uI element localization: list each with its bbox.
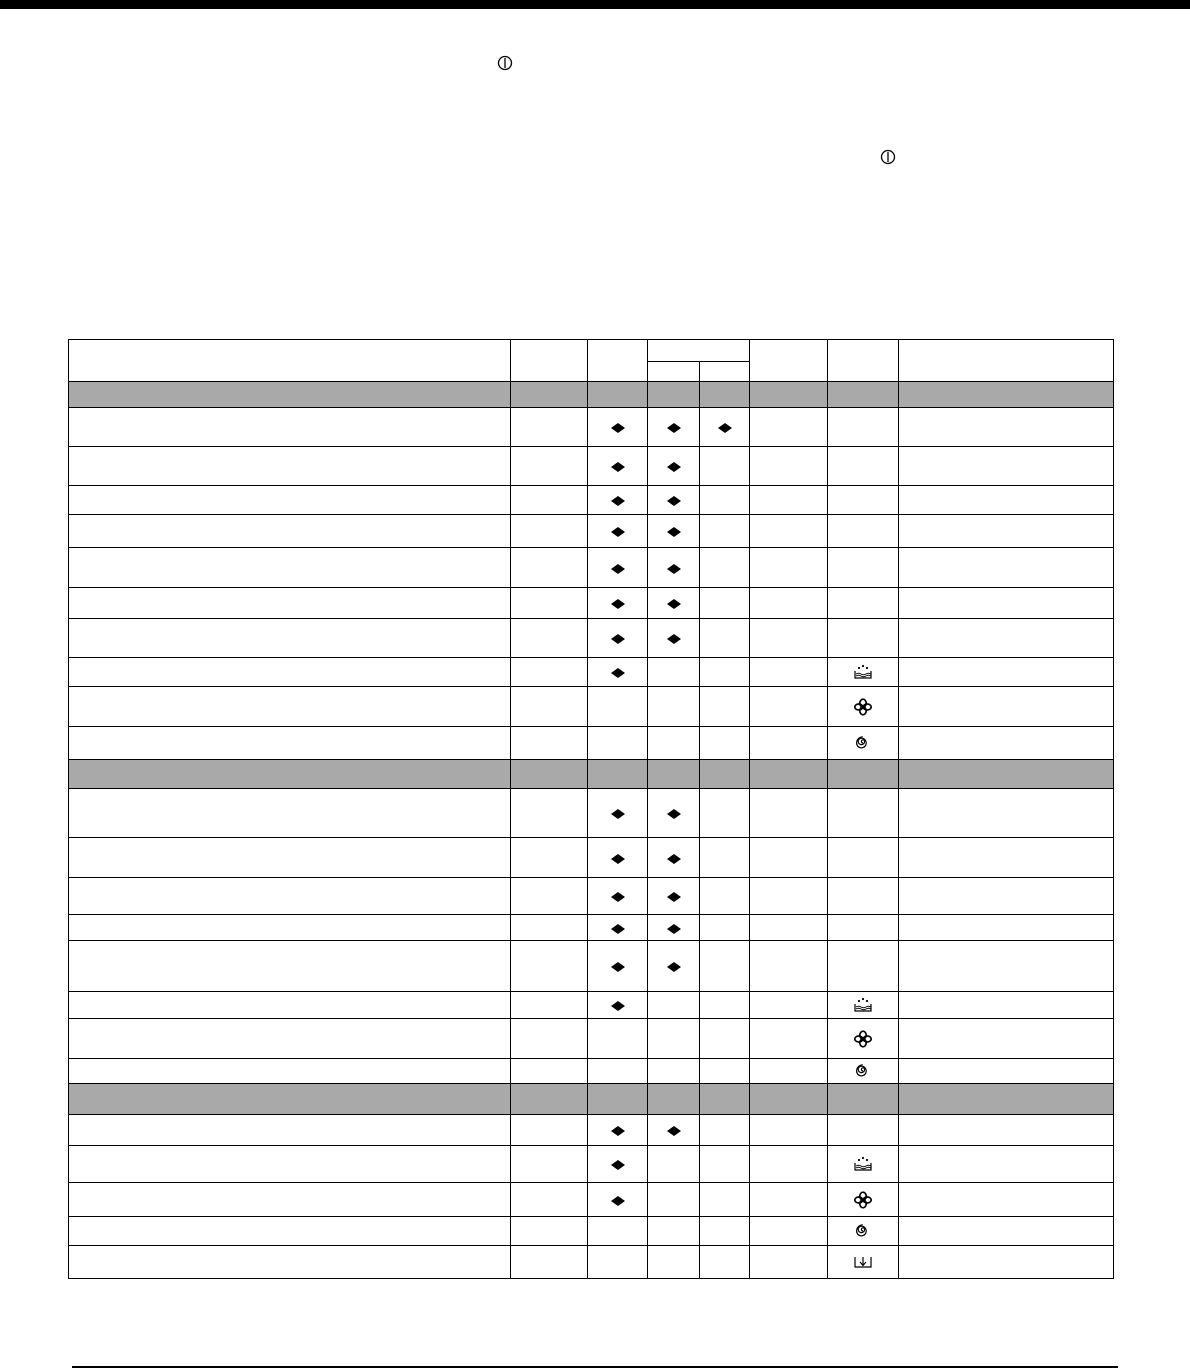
table-cell xyxy=(750,789,828,838)
table-cell xyxy=(588,687,648,727)
table-cell xyxy=(899,1115,1114,1146)
table-cell xyxy=(648,1183,700,1217)
table-cell xyxy=(69,588,511,619)
table-cell xyxy=(828,1183,899,1217)
table-cell xyxy=(750,1183,828,1217)
table-cell xyxy=(700,408,750,447)
header-cell xyxy=(69,340,511,382)
table-cell xyxy=(511,382,588,408)
table-cell xyxy=(750,1059,828,1084)
table-cell xyxy=(750,1084,828,1115)
header-cell xyxy=(828,340,899,382)
table-cell xyxy=(511,588,588,619)
table-cell xyxy=(828,878,899,915)
table-cell xyxy=(828,408,899,447)
table-cell xyxy=(899,408,1114,447)
table-cell xyxy=(511,1246,588,1279)
table-cell xyxy=(750,1115,828,1146)
table-cell xyxy=(828,1084,899,1115)
table-cell xyxy=(828,1019,899,1059)
table-cell xyxy=(700,486,750,515)
table-cell xyxy=(899,382,1114,408)
table-cell xyxy=(700,1115,750,1146)
table-cell xyxy=(648,1115,700,1146)
table-cell xyxy=(700,588,750,619)
table-cell xyxy=(69,1146,511,1183)
table-cell xyxy=(588,619,648,658)
table-cell xyxy=(750,727,828,760)
diamond-marker-icon xyxy=(667,564,681,574)
table-cell xyxy=(588,992,648,1019)
table-cell xyxy=(511,1019,588,1059)
diamond-marker-icon xyxy=(611,962,625,972)
table-cell xyxy=(648,1246,700,1279)
table-cell xyxy=(588,382,648,408)
table-cell xyxy=(828,1246,899,1279)
table-row xyxy=(69,619,1114,658)
table-cell xyxy=(648,408,700,447)
diamond-marker-icon xyxy=(667,527,681,537)
bottom-rule xyxy=(72,1366,1118,1368)
table-cell xyxy=(69,1115,511,1146)
header-subcell xyxy=(648,362,700,382)
table-cell xyxy=(511,727,588,760)
table-cell xyxy=(69,1059,511,1084)
diamond-marker-icon xyxy=(667,634,681,644)
table-row xyxy=(69,1246,1114,1279)
table-cell xyxy=(750,915,828,941)
table-cell xyxy=(828,486,899,515)
table-cell xyxy=(511,486,588,515)
table-cell xyxy=(899,838,1114,878)
table-cell xyxy=(700,1146,750,1183)
table-row xyxy=(69,1059,1114,1084)
table-cell xyxy=(511,658,588,687)
table-cell xyxy=(69,1217,511,1246)
table-cell xyxy=(588,1183,648,1217)
diamond-marker-icon xyxy=(611,599,625,609)
table-cell xyxy=(700,1019,750,1059)
program-table xyxy=(68,339,1114,1279)
diamond-marker-icon xyxy=(611,854,625,864)
table-cell xyxy=(899,515,1114,548)
table-cell xyxy=(700,619,750,658)
diamond-marker-icon xyxy=(611,496,625,506)
table-cell xyxy=(899,789,1114,838)
diamond-marker-icon xyxy=(667,962,681,972)
table-cell xyxy=(828,1146,899,1183)
table-cell xyxy=(69,515,511,548)
table-cell xyxy=(69,760,511,789)
table-cell xyxy=(648,548,700,588)
rinse-icon xyxy=(852,1155,874,1173)
table-cell xyxy=(588,789,648,838)
drain-icon xyxy=(852,1253,874,1271)
table-cell xyxy=(69,447,511,486)
table-cell xyxy=(828,760,899,789)
table-cell xyxy=(69,548,511,588)
table-cell xyxy=(750,382,828,408)
table-cell xyxy=(700,1084,750,1115)
table-row xyxy=(69,515,1114,548)
table-cell xyxy=(899,588,1114,619)
table-cell xyxy=(588,408,648,447)
table-cell xyxy=(828,992,899,1019)
table-cell xyxy=(750,1217,828,1246)
table-cell xyxy=(750,588,828,619)
table-cell xyxy=(899,447,1114,486)
fan-icon xyxy=(852,698,874,716)
power-icon xyxy=(880,149,896,165)
table-cell xyxy=(648,1019,700,1059)
diamond-marker-icon xyxy=(667,496,681,506)
table-cell xyxy=(700,515,750,548)
diamond-marker-icon xyxy=(611,634,625,644)
table-row xyxy=(69,878,1114,915)
table-cell xyxy=(69,382,511,408)
table-cell xyxy=(700,548,750,588)
diamond-marker-icon xyxy=(611,462,625,472)
diamond-marker-icon xyxy=(611,892,625,902)
table-row xyxy=(69,1146,1114,1183)
table-row xyxy=(69,1217,1114,1246)
table-cell xyxy=(899,1019,1114,1059)
table-row xyxy=(69,1183,1114,1217)
table-cell xyxy=(828,789,899,838)
table-body xyxy=(69,340,1114,1279)
table-cell xyxy=(511,915,588,941)
diamond-marker-icon xyxy=(667,892,681,902)
header-cell xyxy=(750,340,828,382)
table-cell xyxy=(828,1059,899,1084)
table-cell xyxy=(899,1246,1114,1279)
table-cell xyxy=(511,1115,588,1146)
table-cell xyxy=(750,658,828,687)
diamond-marker-icon xyxy=(611,1160,625,1170)
header-row xyxy=(69,340,1114,362)
table-cell xyxy=(69,992,511,1019)
table-row xyxy=(69,1115,1114,1146)
table-row xyxy=(69,838,1114,878)
table-cell xyxy=(700,915,750,941)
diamond-marker-icon xyxy=(611,1126,625,1136)
table-cell xyxy=(511,687,588,727)
table-cell xyxy=(700,1059,750,1084)
table-cell xyxy=(700,658,750,687)
table-cell xyxy=(648,687,700,727)
table-cell xyxy=(828,727,899,760)
table-cell xyxy=(899,687,1114,727)
table-cell xyxy=(700,789,750,838)
section-header-row xyxy=(69,1084,1114,1115)
table-cell xyxy=(69,687,511,727)
table-cell xyxy=(700,687,750,727)
table-cell xyxy=(511,515,588,548)
table-cell xyxy=(750,1246,828,1279)
table-cell xyxy=(899,941,1114,992)
table-cell xyxy=(648,486,700,515)
diamond-marker-icon xyxy=(667,423,681,433)
table-cell xyxy=(828,915,899,941)
diamond-marker-icon xyxy=(667,809,681,819)
diamond-marker-icon xyxy=(667,854,681,864)
header-cell xyxy=(648,340,750,362)
table-cell xyxy=(750,1019,828,1059)
table-cell xyxy=(828,687,899,727)
table-cell xyxy=(899,486,1114,515)
table-cell xyxy=(899,1146,1114,1183)
table-cell xyxy=(899,1183,1114,1217)
table-cell xyxy=(700,760,750,789)
table-row xyxy=(69,941,1114,992)
table-cell xyxy=(69,838,511,878)
table-cell xyxy=(700,1246,750,1279)
table-cell xyxy=(511,760,588,789)
table-cell xyxy=(899,915,1114,941)
table-cell xyxy=(648,915,700,941)
table-cell xyxy=(828,588,899,619)
table-cell xyxy=(899,727,1114,760)
table-cell xyxy=(511,838,588,878)
table-cell xyxy=(648,447,700,486)
table-cell xyxy=(828,1217,899,1246)
table-cell xyxy=(700,447,750,486)
diamond-marker-icon xyxy=(667,1126,681,1136)
table-cell xyxy=(69,1019,511,1059)
table-cell xyxy=(899,1217,1114,1246)
table-row xyxy=(69,789,1114,838)
table-cell xyxy=(648,878,700,915)
table-cell xyxy=(648,1059,700,1084)
diamond-marker-icon xyxy=(611,924,625,934)
table-cell xyxy=(588,878,648,915)
table-cell xyxy=(588,915,648,941)
diamond-marker-icon xyxy=(611,564,625,574)
rinse-icon xyxy=(852,663,874,681)
table-cell xyxy=(588,1019,648,1059)
table-cell xyxy=(828,548,899,588)
table-row xyxy=(69,915,1114,941)
table-cell xyxy=(648,1084,700,1115)
diamond-marker-icon xyxy=(611,809,625,819)
table-cell xyxy=(69,1246,511,1279)
table-cell xyxy=(750,760,828,789)
table-cell xyxy=(511,548,588,588)
table-cell xyxy=(750,447,828,486)
table-row xyxy=(69,727,1114,760)
table-cell xyxy=(828,515,899,548)
diamond-marker-icon xyxy=(667,599,681,609)
table-cell xyxy=(69,619,511,658)
table-cell xyxy=(750,486,828,515)
table-row xyxy=(69,447,1114,486)
table-cell xyxy=(750,941,828,992)
table-cell xyxy=(750,408,828,447)
table-cell xyxy=(648,382,700,408)
table-cell xyxy=(828,1115,899,1146)
table-cell xyxy=(588,1246,648,1279)
spin-icon xyxy=(852,1062,874,1080)
table-cell xyxy=(700,941,750,992)
section-header-row xyxy=(69,382,1114,408)
table-cell xyxy=(828,838,899,878)
table-cell xyxy=(700,992,750,1019)
table-cell xyxy=(648,992,700,1019)
header-cell xyxy=(511,340,588,382)
diamond-marker-icon xyxy=(611,1196,625,1206)
table-cell xyxy=(750,687,828,727)
table-row xyxy=(69,687,1114,727)
header-cell xyxy=(588,340,648,382)
table-cell xyxy=(648,1146,700,1183)
table-cell xyxy=(588,760,648,789)
table-cell xyxy=(700,838,750,878)
table-cell xyxy=(588,486,648,515)
table-cell xyxy=(69,789,511,838)
table-cell xyxy=(648,789,700,838)
table-cell xyxy=(69,1183,511,1217)
table-cell xyxy=(511,1059,588,1084)
table-cell xyxy=(648,658,700,687)
table-cell xyxy=(511,1183,588,1217)
table-cell xyxy=(511,619,588,658)
diamond-marker-icon xyxy=(667,924,681,934)
table-cell xyxy=(511,1084,588,1115)
table-cell xyxy=(828,941,899,992)
table-cell xyxy=(588,548,648,588)
table-cell xyxy=(750,878,828,915)
header-cell xyxy=(899,340,1114,382)
table-cell xyxy=(648,515,700,548)
table-row xyxy=(69,588,1114,619)
table-row xyxy=(69,992,1114,1019)
fan-icon xyxy=(852,1030,874,1048)
table-cell xyxy=(700,382,750,408)
table-cell xyxy=(69,658,511,687)
table-cell xyxy=(899,760,1114,789)
table-cell xyxy=(828,447,899,486)
header-subcell xyxy=(700,362,750,382)
power-icon xyxy=(497,55,513,71)
table-cell xyxy=(750,1146,828,1183)
table-cell xyxy=(69,727,511,760)
table-cell xyxy=(750,548,828,588)
top-bar xyxy=(0,0,1190,9)
table-cell xyxy=(511,789,588,838)
table-row xyxy=(69,548,1114,588)
table-cell xyxy=(588,447,648,486)
table-cell xyxy=(588,588,648,619)
table-cell xyxy=(588,727,648,760)
table-cell xyxy=(648,588,700,619)
table-cell xyxy=(750,838,828,878)
table-cell xyxy=(69,408,511,447)
section-header-row xyxy=(69,760,1114,789)
spin-icon xyxy=(852,734,874,752)
table-cell xyxy=(899,1059,1114,1084)
table-cell xyxy=(899,992,1114,1019)
table-cell xyxy=(511,878,588,915)
table-cell xyxy=(899,878,1114,915)
table-cell xyxy=(700,1183,750,1217)
table-cell xyxy=(648,1217,700,1246)
table-cell xyxy=(700,1217,750,1246)
table-cell xyxy=(511,992,588,1019)
table-cell xyxy=(588,515,648,548)
table-cell xyxy=(511,941,588,992)
table-cell xyxy=(69,486,511,515)
table-cell xyxy=(69,915,511,941)
table-row xyxy=(69,408,1114,447)
table-cell xyxy=(588,1084,648,1115)
table-cell xyxy=(511,447,588,486)
table-cell xyxy=(899,548,1114,588)
table-cell xyxy=(588,1115,648,1146)
diamond-marker-icon xyxy=(611,668,625,678)
spin-icon xyxy=(852,1222,874,1240)
table-cell xyxy=(899,619,1114,658)
table-cell xyxy=(700,878,750,915)
table-cell xyxy=(588,838,648,878)
table-cell xyxy=(899,1084,1114,1115)
table-cell xyxy=(511,1217,588,1246)
table-cell xyxy=(588,1217,648,1246)
table-cell xyxy=(750,515,828,548)
table-cell xyxy=(511,408,588,447)
diamond-marker-icon xyxy=(611,1001,625,1011)
table-cell xyxy=(648,941,700,992)
table-cell xyxy=(511,1146,588,1183)
table-cell xyxy=(828,619,899,658)
table-cell xyxy=(828,658,899,687)
diamond-marker-icon xyxy=(611,423,625,433)
diamond-marker-icon xyxy=(611,527,625,537)
table-cell xyxy=(750,992,828,1019)
table-cell xyxy=(648,727,700,760)
diamond-marker-icon xyxy=(667,462,681,472)
table-row xyxy=(69,658,1114,687)
table-cell xyxy=(588,1146,648,1183)
diamond-marker-icon xyxy=(718,423,732,433)
table-cell xyxy=(648,838,700,878)
table-cell xyxy=(899,658,1114,687)
table-cell xyxy=(69,1084,511,1115)
table-cell xyxy=(828,382,899,408)
table-cell xyxy=(69,878,511,915)
table-cell xyxy=(69,941,511,992)
table-cell xyxy=(588,941,648,992)
rinse-icon xyxy=(852,996,874,1014)
table-cell xyxy=(750,619,828,658)
table-cell xyxy=(648,760,700,789)
table-cell xyxy=(588,658,648,687)
table-row xyxy=(69,1019,1114,1059)
table-cell xyxy=(588,1059,648,1084)
table-cell xyxy=(700,727,750,760)
table-cell xyxy=(648,619,700,658)
table-row xyxy=(69,486,1114,515)
fan-icon xyxy=(852,1191,874,1209)
